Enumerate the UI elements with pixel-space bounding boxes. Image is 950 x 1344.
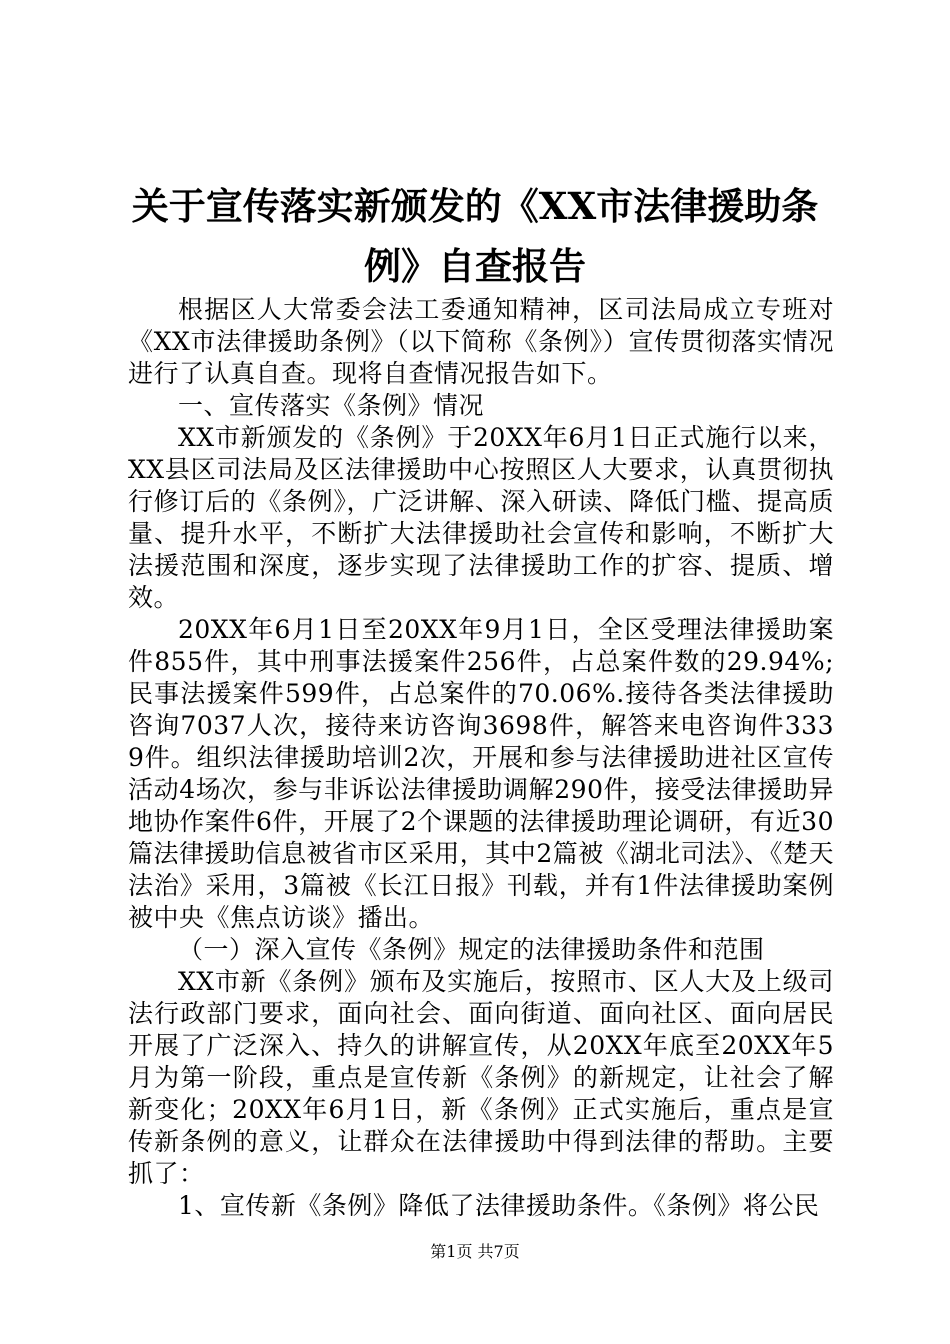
- document-title: 关于宣传落实新颁发的《XX市法律援助条例》自查报告: [131, 184, 819, 288]
- section-heading-1: 一、宣传落实《条例》情况: [178, 391, 485, 420]
- paragraph-publicity: XX市新《条例》颁布及实施后，按照市、区人大及上级司法行政部门要求，面向社会、面向街道、面向社区、面向居民开展了广泛深入、持久的讲解宣传，从20XX年底至20XX年5月为第一阶段，重点是宣传新《条例》的新规定，让社会了解新变化；20XX年6月1日，新《条例》正式实施后，重点是宣传新条例的意义，让群众在法律援助中得到法律的帮助。主要抓了：: [128, 967, 834, 1188]
- paragraph-overview: XX市新颁发的《条例》于20XX年6月1日正式施行以来，XX县区司法局及区法律援助中心按照区人大要求，认真贯彻执行修订后的《条例》，广泛讲解、深入研读、降低门槛、提高质量、提升水平，不断扩大法律援助社会宣传和影响，不断扩大法援范围和深度，逐步实现了法律援助工作的扩容、提质、增效。: [128, 423, 834, 612]
- paragraph-intro: 根据区人大常委会法工委通知精神，区司法局成立专班对《XX市法律援助条例》（以下简称《条例》）宣传贯彻落实情况进行了认真自查。现将自查情况报告如下。: [128, 295, 834, 388]
- paragraph-statistics: 20XX年6月1日至20XX年9月1日，全区受理法律援助案件855件，其中刑事法援案件256件，占总案件数的29.94%;民事法援案件599件，占总案件的70.06%.接待各类法律援助咨询7037人次，接待来访咨询3698件，解答来电咨询件3339件。组织法律援助培训2次，开展和参与法律援助进社区宣传活动4场次，参与非诉讼法律援助调解290件，接受法律援助异地协作案件6件，开展了2个课题的法律援助理论调研，有近30篇法律援助信息被省市区采用，其中2篇被《湖北司法》、《楚天法治》采用，3篇被《长江日报》刊载，并有1件法律援助案例被中央《焦点访谈》播出。: [128, 615, 834, 932]
- subsection-heading-1: （一）深入宣传《条例》规定的法律援助条件和范围: [178, 935, 765, 964]
- document-body: [128, 294, 834, 1222]
- paragraph-item-1: 1、宣传新《条例》降低了法律援助条件。《条例》将公民: [178, 1191, 820, 1220]
- page-footer: 第1页 共7页: [430, 1242, 520, 1261]
